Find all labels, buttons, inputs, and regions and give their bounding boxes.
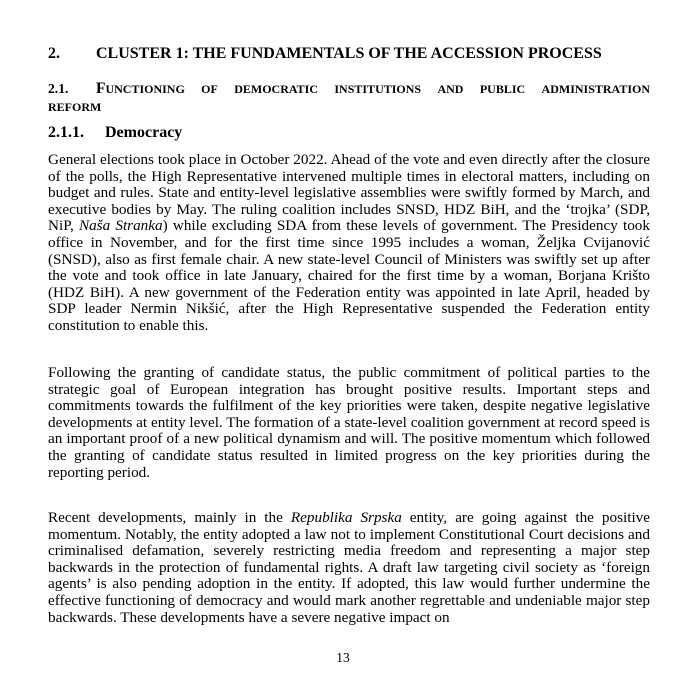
subsection-word: PUBLIC: [479, 82, 526, 96]
paragraph-text: ) while excluding SDA from these levels of government. The Presidency took office in November, and for the first time since 1995 includes a woman, Željka Cvijanović (SNSD), also as first female chair. A new state-level Council of Ministers was swiftly set up after the vote and took office in late January, chaired for the first time by a woman, Borjana Krišto (HDZ BiH). A new government of the Federation entity was appointed in late April, headed by SDP leader Nermin Nikšić, after the High Representative suspended the Federation entity constitution to enable this.: [48, 217, 650, 334]
subsubsection-title: Democracy: [105, 124, 183, 141]
paragraph-text: entity, are going against the positive momentum. Notably, the entity adopted a law not to implement Constitutional Court decisions and criminalised defamation, severely restricting media freedom and representing a major step backwards in the protection of fundamental rights. A draft law targeting civil society as ‘foreign agents’ is also pending adoption in the entity. If adopted, this law would further undermine the effective functioning of democracy and would mark another regrettable and undeniable major step backwards. These developments have a severe negative impact on: [48, 509, 650, 626]
body-paragraph: [48, 365, 650, 481]
paragraph-text: Following the granting of candidate status, the public commitment of political parties to the strategic goal of European integration has brought positive results. Important steps and commitments towards the fulfilment of the key priorities were taken, despite negative legislative developments at entity level. The formation of a state-level coalition government at record speed is an important proof of a new political dynamism and will. The positive momentum which followed the granting of candidate status resulted in limited progress on the key priorities during the reporting period.: [48, 364, 650, 481]
subsection-heading: [48, 80, 650, 116]
subsection-word: AND: [437, 82, 464, 96]
subsection-word: REFORM: [48, 100, 102, 114]
section-number: 2.: [48, 45, 60, 62]
italic-text: Naša Stranka: [78, 217, 163, 235]
subsection-word: OF: [201, 82, 218, 96]
subsection-word: FUNCTIONING: [96, 80, 185, 97]
body-paragraph: [48, 510, 650, 626]
subsubsection-heading: [48, 124, 182, 142]
paragraph-text: General elections took place in October 2022. Ahead of the vote and even directly after the closure of the polls, the High Representative intervened multiple times in electoral matters, including on budget and rules. State and entity-level legislative assemblies were swiftly formed by March, and executive bodies by May. The ruling coalition includes SNSD, HDZ BiH, and the ‘trojka’ (SDP, NiP,: [48, 151, 650, 235]
subsection-word: INSTITUTIONS: [334, 82, 422, 96]
italic-text: Republika Srpska: [290, 509, 402, 526]
paragraph-text: Recent developments, mainly in the: [48, 509, 291, 526]
page-number: 13: [336, 650, 350, 665]
section-heading: [48, 45, 602, 63]
subsection-word: DEMOCRATIC: [234, 82, 319, 96]
subsection-title-line: [48, 80, 185, 98]
subsubsection-number: 2.1.1.: [48, 124, 84, 141]
body-paragraph: [48, 152, 650, 335]
section-title: CLUSTER 1: THE FUNDAMENTALS OF THE ACCESSION PROCESS: [96, 45, 602, 62]
subsection-number: 2.1.: [48, 81, 69, 96]
subsection-word: ADMINISTRATION: [541, 82, 650, 96]
